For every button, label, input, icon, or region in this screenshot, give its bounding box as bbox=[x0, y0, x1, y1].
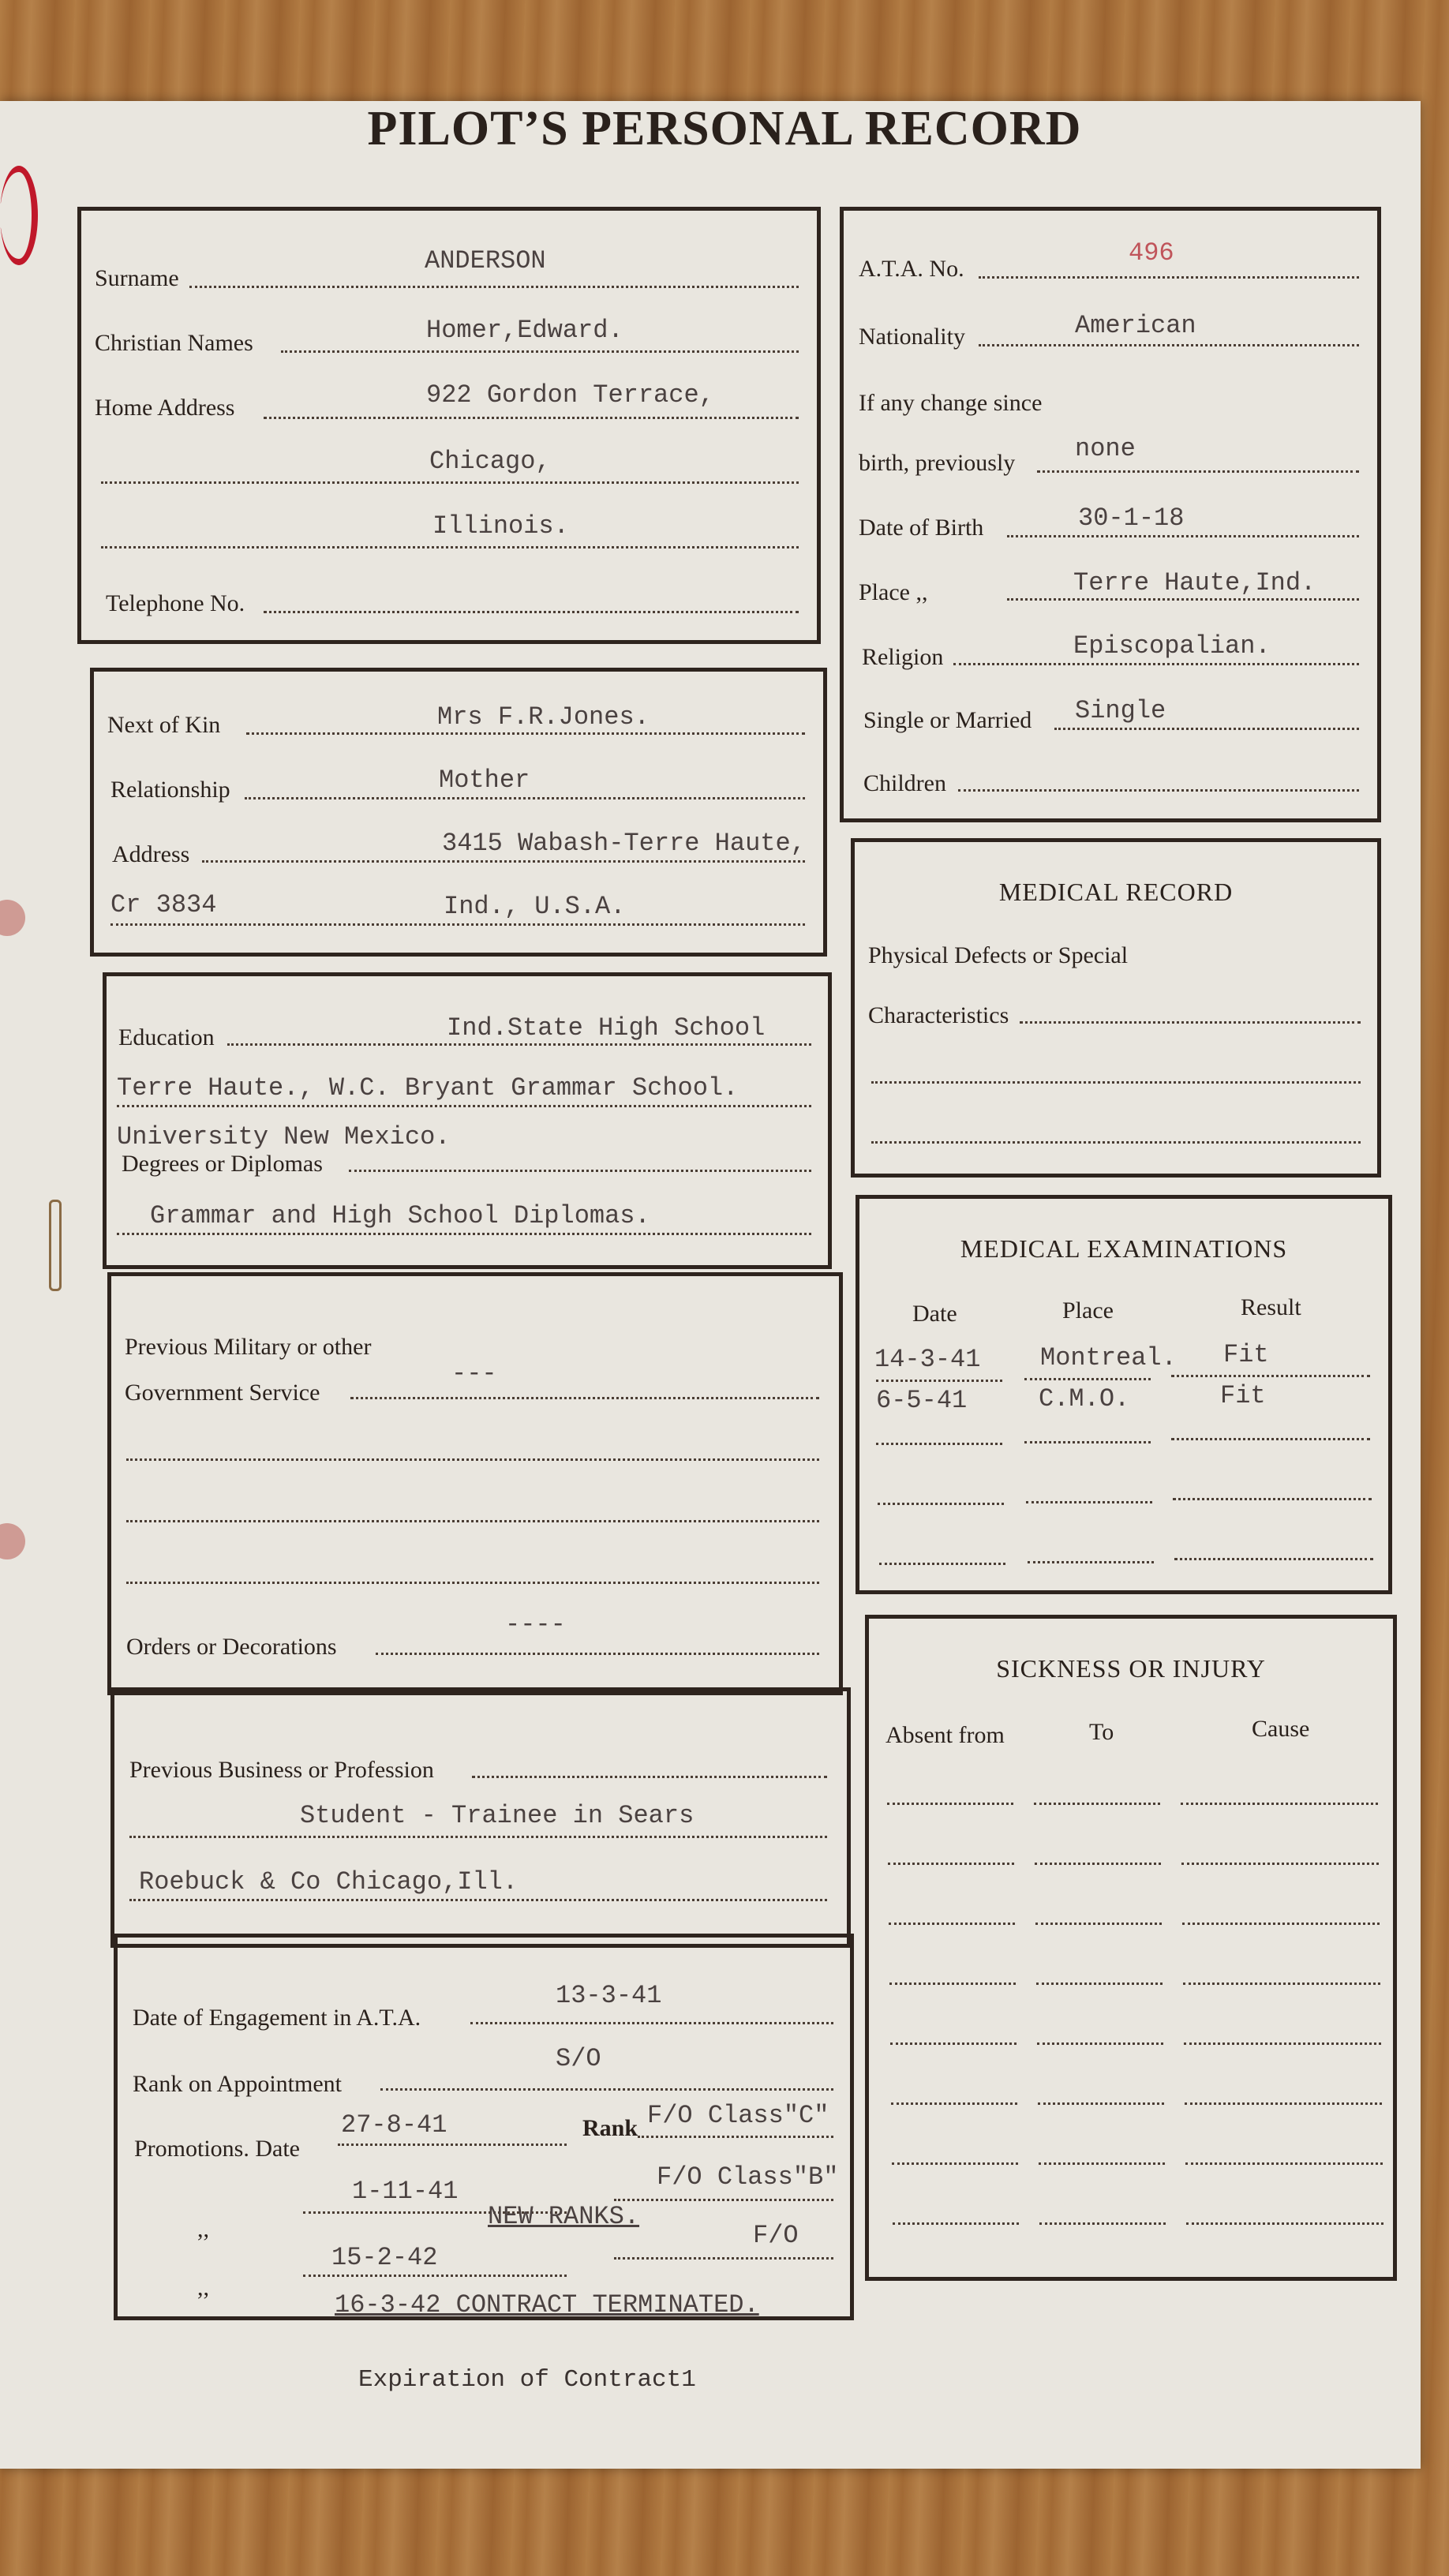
exam-place-header: Place bbox=[1062, 1297, 1114, 1324]
dotted-line bbox=[303, 2275, 567, 2277]
next-of-kin-label: Next of Kin bbox=[107, 712, 221, 738]
ata-no-value: 496 bbox=[1129, 238, 1174, 268]
christian-names-value: Homer,Edward. bbox=[426, 316, 623, 345]
exam-date-header: Date bbox=[912, 1301, 957, 1327]
new-ranks-note: NEW RANKS. bbox=[488, 2202, 640, 2231]
dotted-line bbox=[129, 1899, 827, 1901]
dotted-line bbox=[871, 1141, 1361, 1144]
promotion-rank-label: Rank bbox=[582, 2115, 638, 2141]
rank-appointment-label: Rank on Appointment bbox=[133, 2071, 342, 2097]
marital-status-label: Single or Married bbox=[863, 707, 1032, 733]
religion-label: Religion bbox=[862, 644, 944, 670]
military-label-1: Previous Military or other bbox=[125, 1334, 372, 1360]
address-line-2: Chicago, bbox=[429, 447, 551, 476]
absent-from-header: Absent from bbox=[886, 1722, 1005, 1748]
dotted-line bbox=[126, 1582, 819, 1584]
page-title: PILOT’S PERSONAL RECORD bbox=[367, 102, 1082, 155]
contract-terminated-note: 16-3-42 CONTRACT TERMINATED. bbox=[335, 2290, 759, 2320]
dotted-line bbox=[264, 417, 799, 419]
dotted-line bbox=[958, 789, 1359, 792]
kin-address-note: Cr 3834 bbox=[110, 890, 217, 919]
ata-no-label: A.T.A. No. bbox=[859, 256, 964, 282]
medical-examinations-title: MEDICAL EXAMINATIONS bbox=[960, 1234, 1288, 1263]
degrees-label: Degrees or Diplomas bbox=[122, 1151, 323, 1177]
dotted-line bbox=[876, 1380, 1002, 1382]
religion-value: Episcopalian. bbox=[1073, 631, 1271, 661]
orders-value: ---- bbox=[505, 1610, 566, 1639]
business-line-1: Student - Trainee in Sears bbox=[300, 1801, 695, 1830]
kin-address-line-2: Ind., U.S.A. bbox=[444, 892, 626, 921]
degrees-value: Grammar and High School Diplomas. bbox=[150, 1201, 650, 1230]
sickness-injury-box bbox=[865, 1615, 1397, 2281]
dotted-line bbox=[1038, 2102, 1164, 2105]
dotted-line bbox=[101, 481, 799, 484]
dotted-line bbox=[1171, 1438, 1370, 1440]
dotted-line bbox=[350, 1397, 819, 1399]
exam-result-header: Result bbox=[1241, 1294, 1301, 1320]
engagement-date-label: Date of Engagement in A.T.A. bbox=[133, 2005, 421, 2031]
dotted-line bbox=[1034, 1803, 1160, 1805]
red-string-tie bbox=[0, 166, 38, 265]
dotted-line bbox=[887, 1803, 1013, 1805]
dotted-line bbox=[246, 732, 805, 735]
exam-1-result: Fit bbox=[1223, 1340, 1269, 1369]
dotted-line bbox=[889, 1923, 1015, 1925]
dotted-line bbox=[890, 2042, 1017, 2045]
home-address-label: Home Address bbox=[95, 395, 235, 421]
military-label-2: Government Service bbox=[125, 1380, 320, 1406]
business-label: Previous Business or Profession bbox=[129, 1757, 434, 1783]
education-line-3: University New Mexico. bbox=[117, 1122, 451, 1151]
education-line-2: Terre Haute., W.C. Bryant Grammar School. bbox=[117, 1073, 739, 1103]
exam-2-place: C.M.O. bbox=[1039, 1384, 1130, 1413]
dotted-line bbox=[380, 2088, 833, 2091]
dotted-line bbox=[338, 2144, 567, 2146]
change-value: none bbox=[1075, 434, 1136, 463]
marital-status-value: Single bbox=[1075, 696, 1166, 725]
nationality-label: Nationality bbox=[859, 324, 965, 350]
dotted-line bbox=[472, 1776, 827, 1778]
medical-record-title: MEDICAL RECORD bbox=[998, 878, 1234, 906]
education-line-1: Ind.State High School bbox=[447, 1013, 766, 1043]
ditto-mark: ,, bbox=[197, 2275, 209, 2301]
dotted-line bbox=[638, 2136, 833, 2138]
promotions-label: Promotions. Date bbox=[134, 2136, 300, 2162]
dotted-line bbox=[1020, 1021, 1361, 1024]
dotted-line bbox=[1026, 1501, 1152, 1503]
business-line-2: Roebuck & Co Chicago,Ill. bbox=[139, 1867, 519, 1896]
exam-2-date: 6-5-41 bbox=[876, 1386, 968, 1415]
promotion-3-date: 15-2-42 bbox=[331, 2243, 438, 2272]
next-of-kin-value: Mrs F.R.Jones. bbox=[437, 702, 650, 732]
dotted-line bbox=[1174, 1558, 1373, 1560]
promotion-3-rank: F/O bbox=[753, 2221, 799, 2250]
dotted-line bbox=[126, 1458, 819, 1461]
dotted-line bbox=[1024, 1441, 1151, 1443]
relationship-value: Mother bbox=[439, 766, 530, 795]
nationality-value: American bbox=[1075, 311, 1196, 340]
education-label: Education bbox=[118, 1024, 215, 1050]
dotted-line bbox=[979, 344, 1359, 346]
dotted-line bbox=[101, 546, 799, 549]
christian-names-label: Christian Names bbox=[95, 330, 253, 356]
military-value: --- bbox=[451, 1359, 497, 1388]
address-line-3: Illinois. bbox=[432, 511, 569, 541]
address-line-1: 922 Gordon Terrace, bbox=[426, 380, 714, 410]
dotted-line bbox=[878, 1503, 1004, 1505]
kin-address-line-1: 3415 Wabash-Terre Haute, bbox=[442, 829, 806, 858]
dotted-line bbox=[1183, 1983, 1380, 1985]
dotted-line bbox=[1182, 1923, 1380, 1925]
dotted-line bbox=[129, 1836, 827, 1838]
dotted-line bbox=[614, 2199, 833, 2201]
children-label: Children bbox=[863, 770, 946, 796]
ditto-mark: ,, bbox=[197, 2216, 209, 2242]
dotted-line bbox=[189, 286, 799, 288]
telephone-label: Telephone No. bbox=[106, 590, 245, 616]
dotted-line bbox=[1185, 2102, 1382, 2105]
dotted-line bbox=[117, 1233, 811, 1235]
dotted-line bbox=[1028, 1561, 1154, 1563]
dotted-line bbox=[876, 1443, 1002, 1445]
dotted-line bbox=[1024, 1378, 1151, 1380]
to-header: To bbox=[1089, 1719, 1114, 1745]
promotion-2-date: 1-11-41 bbox=[352, 2177, 459, 2206]
dotted-line bbox=[1184, 2042, 1381, 2045]
relationship-label: Relationship bbox=[110, 777, 230, 803]
dotted-line bbox=[879, 1563, 1005, 1565]
surname-value: ANDERSON bbox=[425, 246, 546, 275]
dotted-line bbox=[1054, 728, 1359, 730]
dotted-line bbox=[893, 2222, 1019, 2225]
dotted-line bbox=[891, 2102, 1017, 2105]
physical-defects-label: Physical Defects or Special bbox=[868, 942, 1129, 968]
exam-1-place: Montreal. bbox=[1040, 1343, 1177, 1372]
cause-header: Cause bbox=[1252, 1716, 1310, 1742]
dotted-line bbox=[1007, 535, 1359, 537]
dotted-line bbox=[1035, 1863, 1161, 1865]
dotted-line bbox=[953, 663, 1359, 665]
dotted-line bbox=[1186, 2222, 1383, 2225]
engagement-date-value: 13-3-41 bbox=[556, 1981, 662, 2010]
characteristics-label: Characteristics bbox=[868, 1002, 1009, 1028]
orders-label: Orders or Decorations bbox=[126, 1634, 337, 1660]
exam-2-result: Fit bbox=[1220, 1381, 1266, 1410]
promotion-1-rank: F/O Class"C" bbox=[647, 2101, 829, 2130]
rank-appointment-value: S/O bbox=[556, 2044, 601, 2073]
promotion-1-date: 27-8-41 bbox=[341, 2110, 447, 2140]
dotted-line bbox=[281, 350, 799, 353]
dotted-line bbox=[110, 923, 805, 926]
expiration-of-contract: Expiration of Contract1 bbox=[358, 2366, 696, 2394]
dotted-line bbox=[979, 276, 1359, 279]
dotted-line bbox=[892, 2162, 1018, 2165]
dotted-line bbox=[1181, 1863, 1379, 1865]
dotted-line bbox=[1037, 2042, 1163, 2045]
dotted-line bbox=[376, 1653, 819, 1655]
dotted-line bbox=[1173, 1498, 1372, 1500]
place-label: Place ,, bbox=[859, 579, 928, 605]
exam-1-date: 14-3-41 bbox=[874, 1345, 981, 1374]
dotted-line bbox=[871, 1081, 1361, 1084]
dotted-line bbox=[614, 2257, 833, 2260]
dotted-line bbox=[888, 1863, 1014, 1865]
staple bbox=[49, 1200, 62, 1291]
dotted-line bbox=[470, 2022, 833, 2024]
change-label-2: birth, previously bbox=[859, 450, 1016, 476]
sickness-injury-title: SICKNESS OR INJURY bbox=[996, 1654, 1266, 1683]
promotion-2-rank: F/O Class"B" bbox=[657, 2162, 839, 2192]
dotted-line bbox=[1036, 1983, 1163, 1985]
dotted-line bbox=[349, 1170, 811, 1172]
dotted-line bbox=[889, 1983, 1016, 1985]
dotted-line bbox=[1037, 470, 1359, 473]
dotted-line bbox=[245, 797, 805, 799]
dotted-line bbox=[1007, 598, 1359, 601]
surname-label: Surname bbox=[95, 265, 179, 291]
dotted-line bbox=[1185, 2162, 1383, 2165]
change-label-1: If any change since bbox=[859, 390, 1043, 416]
dotted-line bbox=[1039, 2162, 1165, 2165]
dotted-line bbox=[1035, 1923, 1162, 1925]
dotted-line bbox=[126, 1520, 819, 1522]
dotted-line bbox=[227, 1043, 811, 1046]
dotted-line bbox=[202, 860, 805, 863]
place-value: Terre Haute,Ind. bbox=[1073, 568, 1316, 597]
dob-value: 30-1-18 bbox=[1078, 504, 1185, 533]
dotted-line bbox=[264, 611, 799, 613]
kin-address-label: Address bbox=[112, 841, 190, 867]
dotted-line bbox=[1039, 2222, 1166, 2225]
dotted-line bbox=[1181, 1803, 1378, 1805]
dotted-line bbox=[117, 1105, 811, 1107]
dob-label: Date of Birth bbox=[859, 515, 984, 541]
dotted-line bbox=[1171, 1375, 1370, 1377]
